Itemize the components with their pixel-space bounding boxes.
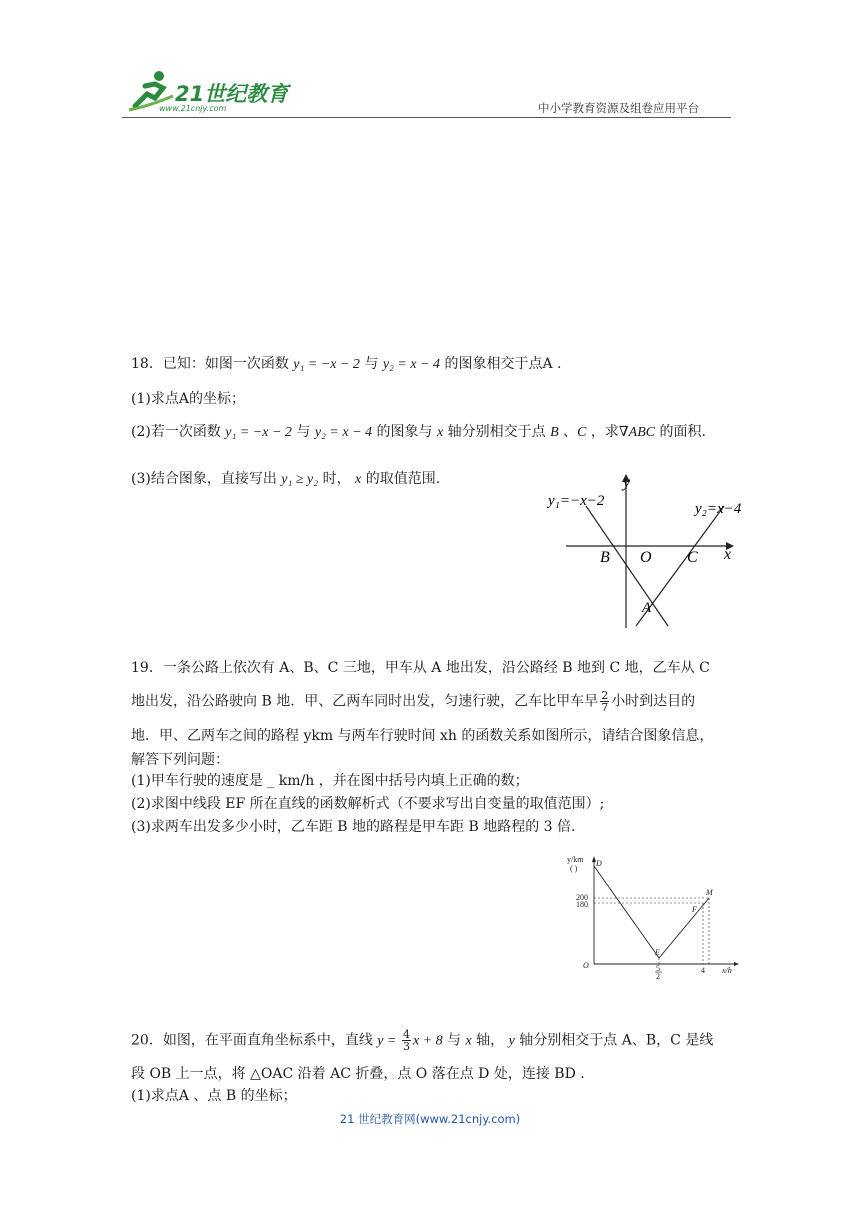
q18-text: ，求∇ (586, 424, 629, 440)
inequality: y₁ ≥ y₂ (281, 472, 319, 487)
label-y2: y₂=x−4 (695, 501, 742, 517)
q19-part3: (3)求两车出发多少小时，乙车距 B 地的路程是甲车距 B 地路程的 3 倍. (131, 819, 576, 835)
q19-part1: (1)甲车行驶的速度是 _ km/h ，并在图中括号内填上正确的数； (131, 773, 529, 789)
q18-func1: y₁ = −x − 2 (293, 357, 360, 372)
q20-text: 轴， (471, 1032, 509, 1049)
label-180: 180 (576, 900, 588, 909)
q19-line2 (131, 690, 695, 713)
q18-part3 (131, 469, 440, 490)
label-a: A (642, 600, 652, 616)
header-divider (122, 117, 731, 118)
q19-line1: 19．一条公路上依次有 A、B、C 三地，甲车从 A 地出发，沿公路经 B 地到 C 地，乙车从 C (131, 660, 710, 676)
q18-text: 的图象相交于点A . (440, 356, 562, 372)
q20-line2: 段 OB 上一点，将 △OAC 沿着 AC 折叠，点 O 落在点 D 处，连接 BD . (131, 1066, 585, 1082)
label-ykm: y/km (567, 855, 584, 864)
label-xh: x/h (722, 966, 732, 975)
var-x: x (355, 472, 362, 487)
label-x4: 4 (701, 966, 705, 975)
q18-stem (131, 354, 561, 375)
q18-text: 的取值范围. (361, 471, 441, 487)
label-o: O (640, 549, 652, 566)
var-x: x (436, 425, 444, 440)
label-y: y (623, 474, 631, 491)
q18-part1: (1)求点A的坐标； (131, 391, 245, 407)
q18-text: 轴分别相交于点 (443, 424, 551, 440)
label-o: O (583, 961, 589, 970)
q19-figure (562, 854, 747, 979)
q18-func2: y₂ = x − 4 (382, 357, 441, 372)
q18-figure (540, 470, 760, 630)
frac-num: 4 (402, 1028, 410, 1041)
fraction-2-7 (600, 690, 609, 713)
q18-func1: y₁ = −x − 2 (225, 425, 292, 440)
point-c: C (577, 425, 587, 440)
line-y1 (586, 506, 668, 626)
var-y: y (508, 1033, 515, 1049)
label-c: C (687, 549, 698, 566)
var-x: x (465, 1033, 472, 1049)
q18-text: 的面积. (655, 424, 707, 440)
logo-url: www.21cnjy.com (159, 104, 227, 113)
label-f: F (692, 905, 697, 914)
q18-text: 18．已知：如图一次函数 (131, 356, 294, 372)
q19-line3: 地．甲、乙两车之间的路程 ykm 与两车行驶时间 xh 的函数关系如图所示，请结合图象信息， (131, 728, 714, 744)
eq-y: y = (377, 1033, 400, 1049)
q18-text: 与 (291, 424, 315, 440)
frac-den: 3 (402, 1040, 410, 1053)
q20-part1: (1)求点A 、点 B 的坐标； (131, 1088, 297, 1104)
label-m: M (706, 888, 713, 897)
q20-text: 与 (442, 1032, 466, 1049)
label-200: 200 (576, 893, 588, 902)
fraction-4-3 (402, 1029, 411, 1052)
logo-text: 21世纪教育 (175, 82, 289, 106)
q18-text: 、 (558, 424, 578, 440)
label-y1: y₁=−x−2 (548, 493, 605, 509)
label-e: E (655, 948, 660, 957)
label-paren: ( ) (570, 864, 578, 873)
site-logo (125, 66, 290, 116)
q20-text: 20．如图，在平面直角坐标系中，直线 (131, 1032, 378, 1049)
q18-text: (2)若一次函数 (131, 424, 226, 440)
q20-text: 轴分别相交于点 A、B，C 是线 (514, 1032, 714, 1049)
q18-func2: y₂ = x − 4 (314, 425, 373, 440)
label-x: x (724, 546, 732, 563)
label-x52-num: 5 (656, 964, 660, 973)
q19-text: 小时到达目的 (611, 693, 696, 710)
q20-line1 (131, 1029, 713, 1052)
q19-text: 地出发，沿公路驶向 B 地．甲、乙两车同时出发，匀速行驶，乙车比甲车早 (131, 693, 599, 710)
q18-part2 (131, 422, 706, 443)
x-axis-arrow-icon (734, 962, 739, 966)
q18-text: 的图象与 (372, 424, 437, 440)
frac-num: 2 (601, 689, 609, 702)
label-b: B (600, 549, 610, 566)
q18-text: 与 (359, 356, 383, 372)
point-b: B (550, 425, 559, 440)
q18-text: (3)结合图象，直接写出 (131, 471, 282, 487)
q18-text: 时， (318, 471, 356, 487)
label-x52-den: 2 (656, 972, 660, 979)
q19-line4: 解答下列问题： (131, 752, 229, 768)
triangle-abc: ABC (628, 425, 656, 440)
platform-title: 中小学教育资源及组卷应用平台 (538, 101, 699, 115)
frac-den: 7 (601, 701, 609, 714)
q19-part2: (2)求图中线段 EF 所在直线的函数解析式（不要求写出自变量的取值范围）; (131, 796, 605, 812)
page-footer: 21 世纪教育网(www.21cnjy.com) (339, 1112, 521, 1126)
eq-rest: x + 8 (412, 1033, 443, 1049)
label-d: D (596, 859, 602, 868)
